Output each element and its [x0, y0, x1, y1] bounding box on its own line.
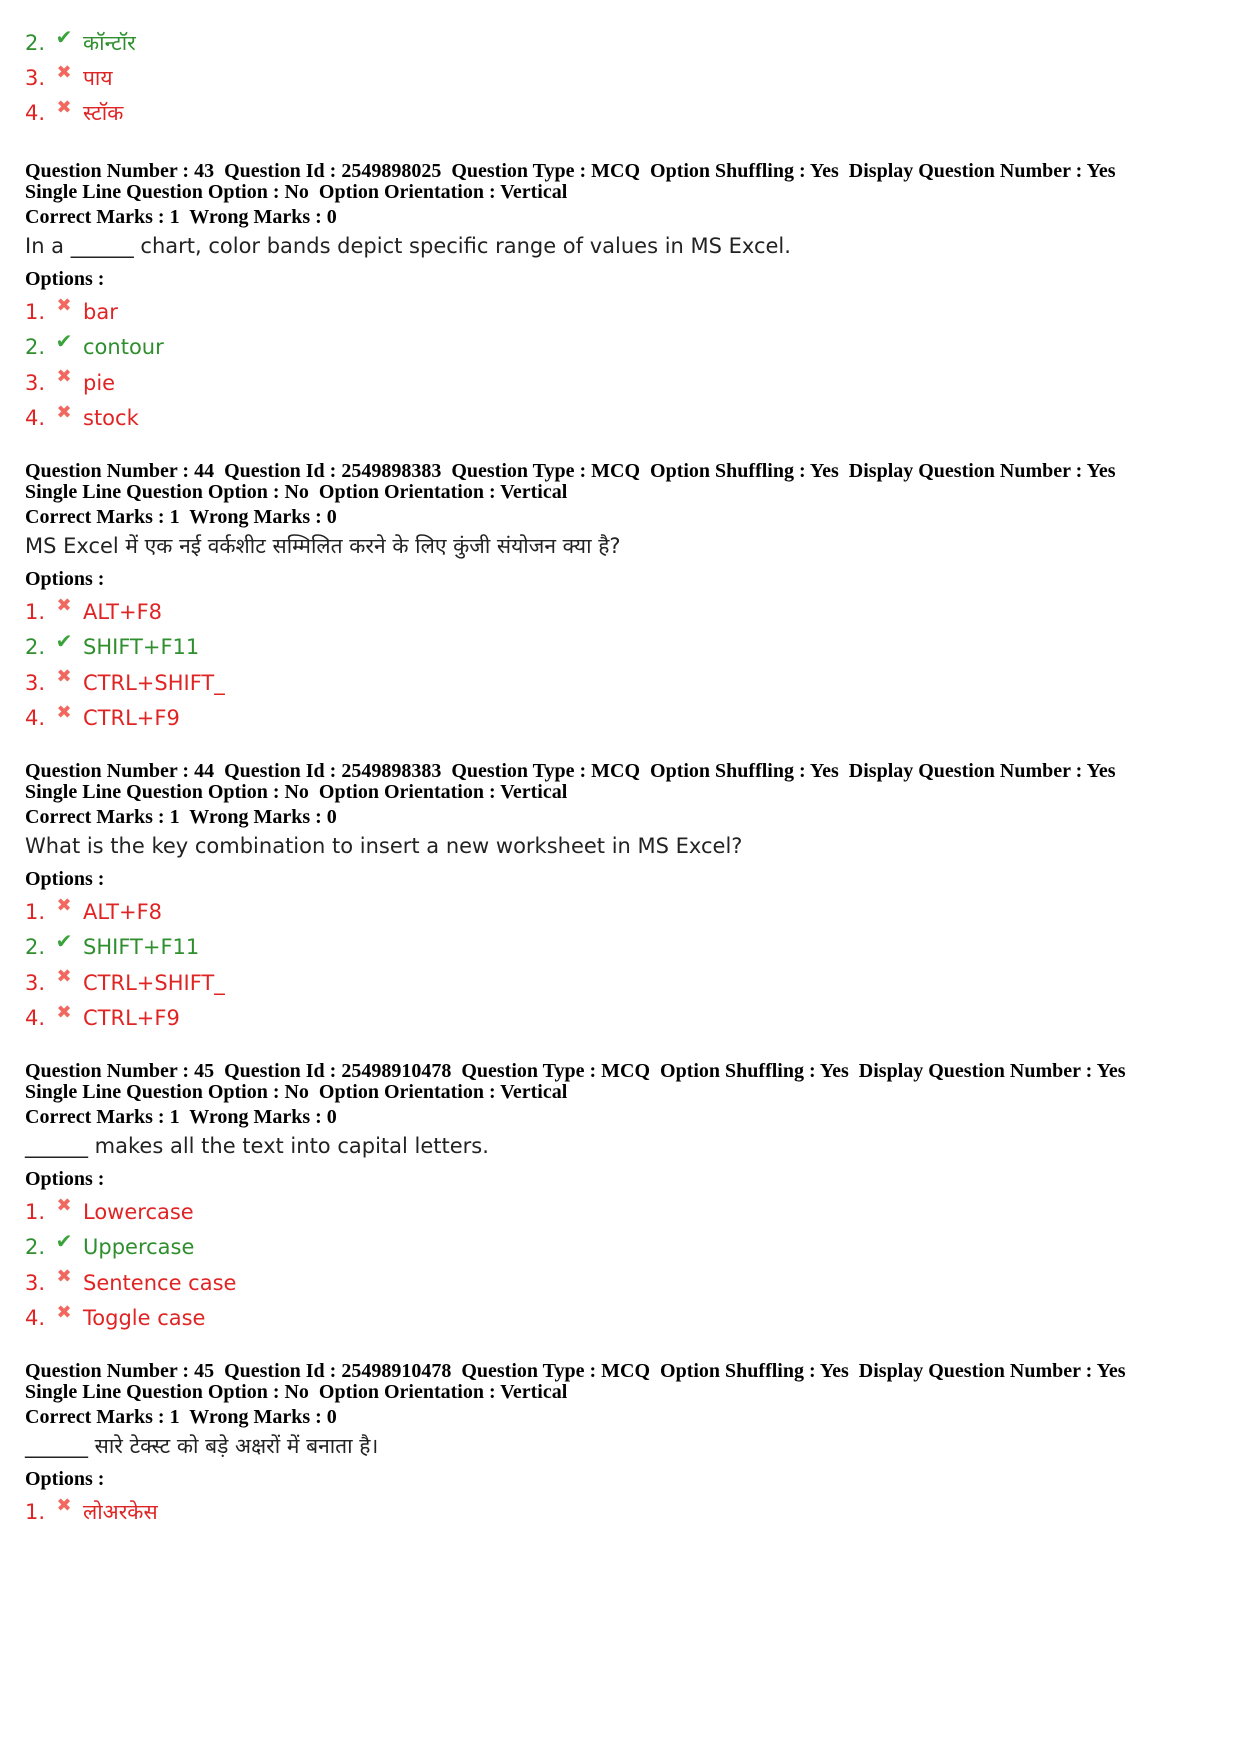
option-number: 2.	[25, 31, 46, 55]
cross-icon: ✖	[56, 895, 72, 917]
option-row	[25, 401, 1225, 437]
option-text: लोअरकेस	[83, 1499, 158, 1524]
option-number: 3.	[25, 1270, 46, 1295]
cross-icon: ✖	[56, 595, 72, 617]
cross-icon: ✖	[56, 1495, 72, 1517]
option-number: 4.	[25, 101, 46, 125]
question-text: In a ______ chart, color bands depict specific range of values in MS Excel.	[25, 234, 791, 258]
cross-icon: ✖	[56, 401, 72, 423]
option-text: CTRL+SHIFT_	[83, 970, 225, 995]
options-label: Options :	[25, 868, 105, 890]
option-number: 1.	[25, 599, 46, 624]
option-row	[25, 1265, 1225, 1301]
cross-icon: ✖	[56, 1301, 72, 1323]
option-row	[25, 965, 1225, 1001]
cross-icon: ✖	[56, 295, 72, 317]
cross-icon: ✖	[56, 666, 72, 688]
question-meta-line2: Single Line Question Option : No Option Orientation : Vertical	[25, 481, 568, 503]
option-row	[25, 1301, 1225, 1337]
cross-icon: ✖	[56, 1266, 72, 1288]
option-text: कॉन्टॉर	[83, 31, 136, 55]
option-row	[25, 330, 1225, 366]
question-block	[25, 761, 1225, 1036]
question-block	[25, 161, 1225, 436]
options-list	[25, 894, 1225, 1036]
question-text: What is the key combination to insert a new worksheet in MS Excel?	[25, 834, 743, 858]
options-label: Options :	[25, 1168, 105, 1190]
option-number: 4.	[25, 1306, 46, 1331]
question-meta-line1: Question Number : 45 Question Id : 25498910478 Question Type : MCQ Option Shuffling : Yes Display Question Number : Yes	[25, 1360, 1126, 1382]
option-number: 3.	[25, 66, 46, 90]
option-text: पाय	[83, 66, 113, 90]
option-text: CTRL+F9	[83, 706, 180, 731]
question-block	[25, 1061, 1225, 1336]
question-marks: Correct Marks : 1 Wrong Marks : 0	[25, 506, 337, 528]
option-row	[25, 630, 1225, 666]
option-text: SHIFT+F11	[83, 635, 200, 660]
question-text: ______ सारे टेक्स्ट को बड़े अक्षरों में बनाता है।	[25, 1434, 379, 1458]
option-text: SHIFT+F11	[83, 935, 200, 960]
option-number: 1.	[25, 1499, 46, 1524]
option-row	[25, 1494, 1225, 1530]
option-row	[25, 98, 123, 128]
question-meta-line2: Single Line Question Option : No Option Orientation : Vertical	[25, 181, 568, 203]
question-meta-line1: Question Number : 45 Question Id : 25498910478 Question Type : MCQ Option Shuffling : Yes Display Question Number : Yes	[25, 1060, 1126, 1082]
cross-icon: ✖	[56, 96, 72, 118]
question-block	[25, 461, 1225, 736]
option-text: CTRL+SHIFT_	[83, 670, 225, 695]
option-number: 3.	[25, 370, 46, 395]
check-icon: ✔	[55, 25, 73, 49]
options-list	[25, 294, 1225, 436]
check-icon: ✔	[55, 1229, 73, 1254]
options-list	[25, 1194, 1225, 1336]
question-text: MS Excel में एक नई वर्कशीट सम्मिलित करने के लिए कुंजी संयोजन क्या है?	[25, 534, 621, 558]
option-text: Lowercase	[83, 1199, 194, 1224]
option-number: 3.	[25, 670, 46, 695]
cross-icon: ✖	[56, 366, 72, 388]
option-number: 3.	[25, 970, 46, 995]
option-row	[25, 930, 1225, 966]
options-label: Options :	[25, 268, 105, 290]
option-text: contour	[83, 335, 164, 360]
cross-icon: ✖	[56, 966, 72, 988]
option-row	[25, 701, 1225, 737]
option-text: Uppercase	[83, 1235, 195, 1260]
option-row	[25, 594, 1225, 630]
option-number: 4.	[25, 406, 46, 431]
question-marks: Correct Marks : 1 Wrong Marks : 0	[25, 1106, 337, 1128]
question-meta-line1: Question Number : 44 Question Id : 2549898383 Question Type : MCQ Option Shuffling : Yes Display Question Number : Yes	[25, 460, 1116, 482]
question-text: ______ makes all the text into capital letters.	[25, 1134, 489, 1158]
option-row	[25, 294, 1225, 330]
cross-icon: ✖	[56, 1001, 72, 1023]
option-number: 4.	[25, 706, 46, 731]
option-row	[25, 1230, 1225, 1266]
option-number: 2.	[25, 635, 46, 660]
cross-icon: ✖	[56, 701, 72, 723]
check-icon: ✔	[55, 929, 73, 954]
question-meta-line2: Single Line Question Option : No Option Orientation : Vertical	[25, 1081, 568, 1103]
option-number: 1.	[25, 899, 46, 924]
option-text: Sentence case	[83, 1270, 237, 1295]
options-list	[25, 594, 1225, 736]
question-marks: Correct Marks : 1 Wrong Marks : 0	[25, 806, 337, 828]
option-number: 4.	[25, 1006, 46, 1031]
check-icon: ✔	[55, 629, 73, 654]
option-number: 1.	[25, 1199, 46, 1224]
option-row	[25, 1001, 1225, 1037]
option-number: 2.	[25, 1235, 46, 1260]
option-row	[25, 63, 113, 93]
question-meta-line2: Single Line Question Option : No Option Orientation : Vertical	[25, 781, 568, 803]
option-row	[25, 894, 1225, 930]
option-text: ALT+F8	[83, 599, 163, 624]
option-text: CTRL+F9	[83, 1006, 180, 1031]
question-meta-line2: Single Line Question Option : No Option Orientation : Vertical	[25, 1381, 568, 1403]
cross-icon: ✖	[56, 1195, 72, 1217]
cross-icon: ✖	[56, 61, 72, 83]
option-number: 2.	[25, 335, 46, 360]
option-row	[25, 1194, 1225, 1230]
options-list	[25, 1494, 1225, 1530]
option-number: 2.	[25, 935, 46, 960]
question-meta-line1: Question Number : 43 Question Id : 2549898025 Question Type : MCQ Option Shuffling : Yes Display Question Number : Yes	[25, 160, 1116, 182]
question-block	[25, 1361, 1225, 1530]
option-number: 1.	[25, 299, 46, 324]
question-marks: Correct Marks : 1 Wrong Marks : 0	[25, 206, 337, 228]
question-marks: Correct Marks : 1 Wrong Marks : 0	[25, 1406, 337, 1428]
options-label: Options :	[25, 1468, 105, 1490]
option-text: ALT+F8	[83, 899, 163, 924]
option-row	[25, 365, 1225, 401]
option-row	[25, 25, 136, 58]
option-text: Toggle case	[83, 1306, 206, 1331]
option-text: bar	[83, 299, 118, 324]
options-label: Options :	[25, 568, 105, 590]
option-text: stock	[83, 406, 139, 431]
check-icon: ✔	[55, 329, 73, 354]
option-text: स्टॉक	[83, 101, 124, 125]
question-meta-line1: Question Number : 44 Question Id : 2549898383 Question Type : MCQ Option Shuffling : Yes Display Question Number : Yes	[25, 760, 1116, 782]
option-row	[25, 665, 1225, 701]
option-text: pie	[83, 370, 116, 395]
